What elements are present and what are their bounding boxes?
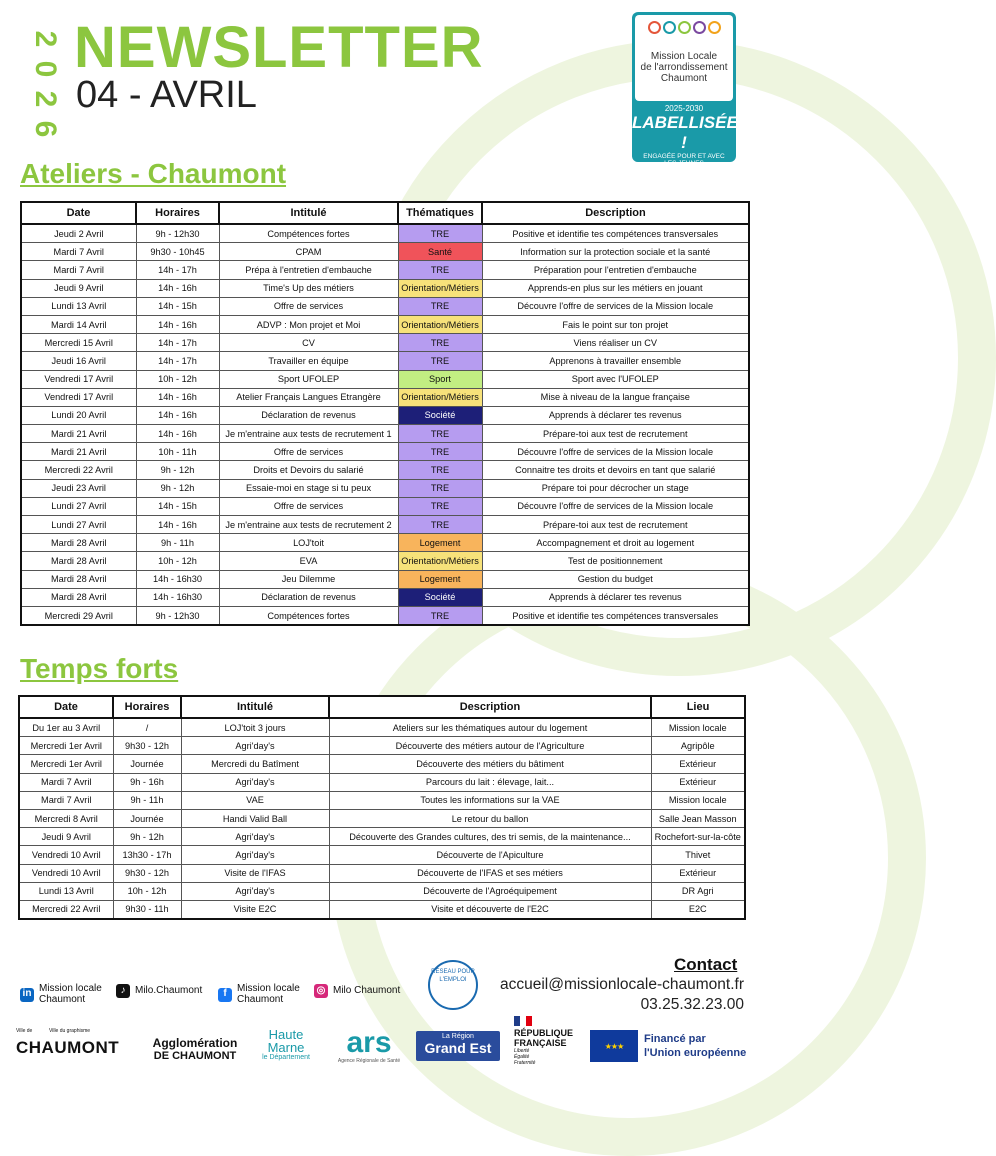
table-cell: Time's Up des métiers [219,279,398,297]
table-cell: Je m'entraine aux tests de recrutement 2 [219,516,398,534]
table-row [21,334,749,352]
table-cell: 9h - 16h [113,773,181,791]
table-cell: Prépa à l'entretien d'embauche [219,261,398,279]
theme-cell: Orientation/Métiers [398,279,482,297]
year-digit: 6 [29,120,62,138]
table-cell: Mise à niveau de la langue française [482,388,749,406]
table-cell: Mercredi 22 Avril [21,461,136,479]
table-cell: Thivet [651,846,745,864]
table-cell: 14h - 15h [136,297,219,315]
theme-cell: Orientation/Métiers [398,552,482,570]
table-cell: Compétences fortes [219,224,398,243]
table-cell: LOJ'toit 3 jours [181,718,329,737]
social-label: Mission locale Chaumont [39,983,102,1005]
table-cell: Mardi 14 Avril [21,315,136,333]
table-cell: Lundi 13 Avril [21,297,136,315]
table-cell: LOJ'toit [219,534,398,552]
table-cell: Mardi 7 Avril [21,243,136,261]
theme-cell: Orientation/Métiers [398,388,482,406]
region-grand-est-logo: La Région Grand Est [416,1031,500,1061]
table-row [21,534,749,552]
theme-cell: Logement [398,570,482,588]
table-cell: 9h30 - 12h [113,737,181,755]
table-cell: Jeudi 23 Avril [21,479,136,497]
haute-marne-logo: Haute Marne le Département [262,1027,310,1061]
table-row [21,243,749,261]
theme-cell: TRE [398,479,482,497]
table-cell: Sport UFOLEP [219,370,398,388]
table-row [21,406,749,424]
theme-cell: Société [398,406,482,424]
table-cell: 9h30 - 11h [113,900,181,919]
table-cell: Mardi 28 Avril [21,588,136,606]
column-header: Date [19,696,113,718]
table-row [21,516,749,534]
table-cell: Fais le point sur ton projet [482,315,749,333]
table-cell: VAE [181,791,329,809]
table-cell: Agri'day's [181,828,329,846]
table-cell: Agripôle [651,737,745,755]
table-row [19,755,745,773]
table-cell: 9h30 - 10h45 [136,243,219,261]
table-cell: 9h - 12h [136,479,219,497]
table-cell: 9h - 11h [113,791,181,809]
instagram-icon: ◎ [314,984,328,998]
year-vertical [28,24,62,144]
table-cell: 14h - 16h [136,516,219,534]
column-header: Description [482,202,749,224]
table-cell: Offre de services [219,297,398,315]
table-cell: Visite E2C [181,900,329,919]
table-cell: Jeudi 9 Avril [19,828,113,846]
table-cell: CPAM [219,243,398,261]
theme-cell: TRE [398,606,482,625]
table-cell: Lundi 27 Avril [21,516,136,534]
table-cell: 14h - 16h [136,315,219,333]
table-row [19,809,745,827]
table-row [19,773,745,791]
table-cell: 14h - 16h [136,279,219,297]
table-cell: Lundi 20 Avril [21,406,136,424]
table-cell: Sport avec l'UFOLEP [482,370,749,388]
table-cell: 9h - 11h [136,534,219,552]
social-link[interactable] [20,984,102,1005]
table-cell: Ateliers sur les thématiques autour du logement [329,718,651,737]
table-cell: Positive et identifie tes compétences transversales [482,606,749,625]
table-row [21,552,749,570]
column-header: Description [329,696,651,718]
facebook-icon: f [218,988,232,1002]
column-header: Lieu [651,696,745,718]
table-cell: Viens réaliser un CV [482,334,749,352]
table-row [21,279,749,297]
table-cell: Offre de services [219,443,398,461]
table-cell: Droits et Devoirs du salarié [219,461,398,479]
newsletter-issue: 04 - AVRIL [76,74,257,116]
table-cell: Connaitre tes droits et devoirs en tant que salarié [482,461,749,479]
table-cell: 10h - 12h [113,882,181,900]
table-cell: Découverte de l'IFAS et ses métiers [329,864,651,882]
table-cell: 13h30 - 17h [113,846,181,864]
table-cell: Journée [113,809,181,827]
table-cell: Mardi 28 Avril [21,570,136,588]
table-row [19,828,745,846]
theme-cell: Orientation/Métiers [398,315,482,333]
table-row [19,846,745,864]
theme-cell: Société [398,588,482,606]
table-cell: Agri'day's [181,737,329,755]
table-cell: 10h - 12h [136,370,219,388]
table-row [19,791,745,809]
contact-email[interactable]: accueil@missionlocale-chaumont.fr [499,976,744,993]
column-header: Horaires [113,696,181,718]
table-cell: 9h - 12h [136,461,219,479]
table-cell: Apprends à déclarer tes revenus [482,406,749,424]
column-header: Horaires [136,202,219,224]
people-icon [635,15,733,51]
eu-funding-logo: ★★★ Financé par l'Union européenne [590,1030,750,1062]
year-digit: 2 [29,30,62,48]
table-cell: Découverte de l'Apiculture [329,846,651,864]
linkedin-icon: in [20,988,34,1002]
year-digit: 0 [29,60,62,78]
contact-heading: Contact [674,955,738,974]
contact-phone[interactable]: 03.25.32.23.00 [640,996,744,1013]
table-cell: Mardi 7 Avril [19,773,113,791]
table-cell: Visite et découverte de l'E2C [329,900,651,919]
table-row [21,443,749,461]
newsletter-title: NEWSLETTER [74,15,484,80]
column-header: Intitulé [219,202,398,224]
table-cell: DR Agri [651,882,745,900]
table-cell: Mardi 21 Avril [21,443,136,461]
table-cell: Agri'day's [181,846,329,864]
table-row [21,224,749,243]
table-row [19,864,745,882]
table-cell: Information sur la protection sociale et la santé [482,243,749,261]
table-cell: Rochefort-sur-la-côte [651,828,745,846]
table-cell: Offre de services [219,497,398,515]
temps-forts-table [18,695,746,920]
table-row [21,461,749,479]
table-cell: Le retour du ballon [329,809,651,827]
table-cell: Test de positionnement [482,552,749,570]
column-header: Date [21,202,136,224]
table-cell: Mission locale [651,718,745,737]
table-cell: 14h - 17h [136,261,219,279]
theme-cell: TRE [398,297,482,315]
eu-flag-icon: ★★★ [590,1030,638,1062]
table-cell: Prépare-toi aux test de recrutement [482,516,749,534]
table-cell: Mardi 21 Avril [21,425,136,443]
table-cell: Extérieur [651,755,745,773]
table-cell: 14h - 17h [136,352,219,370]
table-cell: Jeudi 9 Avril [21,279,136,297]
table-cell: 9h - 12h [113,828,181,846]
table-cell: Agri'day's [181,882,329,900]
temps-forts-heading: Temps forts [20,653,179,684]
table-cell: Mardi 7 Avril [21,261,136,279]
table-cell: 9h - 12h30 [136,224,219,243]
table-cell: 10h - 11h [136,443,219,461]
theme-cell: TRE [398,261,482,279]
theme-cell: Santé [398,243,482,261]
table-row [21,570,749,588]
table-cell: 14h - 16h [136,388,219,406]
ville-chaumont-logo: Ville de Ville du graphisme CHAUMONT [16,1028,120,1057]
table-cell: Mercredi 1er Avril [19,755,113,773]
table-cell: Jeudi 2 Avril [21,224,136,243]
theme-cell: TRE [398,334,482,352]
table-row [19,737,745,755]
table-cell: Mercredi du Batîment [181,755,329,773]
table-cell: Travailler en équipe [219,352,398,370]
table-row [21,588,749,606]
ateliers-table [20,201,750,626]
table-cell: Mercredi 1er Avril [19,737,113,755]
social-link[interactable] [218,984,300,1005]
table-cell: Extérieur [651,864,745,882]
logo-name: Mission Locale de l'arrondissement Chaumont [640,51,728,84]
table-cell: Prépare toi pour décrocher un stage [482,479,749,497]
theme-cell: TRE [398,443,482,461]
table-cell: Je m'entraine aux tests de recrutement 1 [219,425,398,443]
logo-label: LABELLISÉE ! [632,113,738,152]
table-cell: Mercredi 15 Avril [21,334,136,352]
table-cell: 14h - 15h [136,497,219,515]
table-cell: E2C [651,900,745,919]
theme-cell: Logement [398,534,482,552]
social-link[interactable] [116,984,202,998]
column-header: Intitulé [181,696,329,718]
table-cell: Apprends à déclarer tes revenus [482,588,749,606]
table-cell: 14h - 16h [136,425,219,443]
table-cell: Du 1er au 3 Avril [19,718,113,737]
column-header: Thématiques [398,202,482,224]
theme-cell: TRE [398,461,482,479]
table-cell: 14h - 17h [136,334,219,352]
table-cell: Atelier Français Langues Etrangère [219,388,398,406]
table-cell: Vendredi 17 Avril [21,370,136,388]
reseau-emploi-badge: RÉSEAU POUR L'EMPLOI [428,960,478,1010]
table-cell: Découverte des Grandes cultures, des tri semis, de la maintenance... [329,828,651,846]
table-cell: Mardi 28 Avril [21,534,136,552]
table-cell: 9h - 12h30 [136,606,219,625]
table-cell: Vendredi 10 Avril [19,846,113,864]
year-digit: 2 [29,90,62,108]
table-row [21,297,749,315]
table-cell: Extérieur [651,773,745,791]
table-row [21,388,749,406]
table-cell: Mission locale [651,791,745,809]
table-cell: Salle Jean Masson [651,809,745,827]
table-cell: Vendredi 17 Avril [21,388,136,406]
table-row [21,425,749,443]
table-cell: EVA [219,552,398,570]
table-cell: Apprends-en plus sur les métiers en jouant [482,279,749,297]
theme-cell: TRE [398,352,482,370]
table-cell: Vendredi 10 Avril [19,864,113,882]
table-cell: Mercredi 8 Avril [19,809,113,827]
table-cell: Toutes les informations sur la VAE [329,791,651,809]
table-cell: CV [219,334,398,352]
table-cell: Découvre l'offre de services de la Mission locale [482,497,749,515]
table-cell: Compétences fortes [219,606,398,625]
tiktok-icon: ♪ [116,984,130,998]
theme-cell: TRE [398,497,482,515]
theme-cell: TRE [398,516,482,534]
table-cell: Découverte de l'Agroéquipement [329,882,651,900]
table-cell: Accompagnement et droit au logement [482,534,749,552]
table-row [19,882,745,900]
table-cell: 9h30 - 12h [113,864,181,882]
social-label: Mission locale Chaumont [237,983,300,1005]
table-cell: Déclaration de revenus [219,588,398,606]
table-cell: Visite de l'IFAS [181,864,329,882]
table-cell: Découverte des métiers autour de l'Agriculture [329,737,651,755]
table-cell: Déclaration de revenus [219,406,398,424]
table-cell: Jeudi 16 Avril [21,352,136,370]
table-cell: Lundi 13 Avril [19,882,113,900]
table-cell: Parcours du lait : élevage, lait... [329,773,651,791]
table-row [21,370,749,388]
table-cell: ADVP : Mon projet et Moi [219,315,398,333]
republique-francaise-logo: RÉPUBLIQUE FRANÇAISE Liberté Égalité Fraternité [514,1016,584,1066]
table-row [21,315,749,333]
table-cell: Jeu Dilemme [219,570,398,588]
table-cell: Découvre l'offre de services de la Mission locale [482,443,749,461]
table-row [19,900,745,919]
logo-tagline: ENGAGÉE POUR ET AVEC LES JEUNES [643,153,725,167]
table-cell: Positive et identifie tes compétences transversales [482,224,749,243]
table-cell: Lundi 27 Avril [21,497,136,515]
theme-cell: Sport [398,370,482,388]
mission-locale-logo [632,12,738,167]
table-cell: Mercredi 29 Avril [21,606,136,625]
table-cell: Mercredi 22 Avril [19,900,113,919]
table-row [21,479,749,497]
ars-logo: ars Agence Régionale de Santé [337,1026,401,1064]
table-row [21,497,749,515]
table-cell: Essaie-moi en stage si tu peux [219,479,398,497]
table-row [21,261,749,279]
table-row [21,606,749,625]
social-link[interactable] [314,984,400,998]
ateliers-heading: Ateliers - Chaumont [20,158,287,189]
table-cell: Gestion du budget [482,570,749,588]
table-cell: Journée [113,755,181,773]
table-cell: Mardi 7 Avril [19,791,113,809]
social-label: Milo.Chaumont [135,984,203,996]
table-cell: Agri'day's [181,773,329,791]
theme-cell: TRE [398,224,482,243]
table-cell: Découvre l'offre de services de la Mission locale [482,297,749,315]
table-cell: 14h - 16h [136,406,219,424]
table-row [19,718,745,737]
table-cell: Mardi 28 Avril [21,552,136,570]
table-cell: 14h - 16h30 [136,570,219,588]
table-cell: Handi Valid Ball [181,809,329,827]
agglo-chaumont-logo: Agglomération DE CHAUMONT [152,1036,238,1062]
table-row [21,352,749,370]
table-cell: Apprenons à travailler ensemble [482,352,749,370]
theme-cell: TRE [398,425,482,443]
table-cell: / [113,718,181,737]
table-cell: 10h - 12h [136,552,219,570]
table-cell: 14h - 16h30 [136,588,219,606]
social-label: Milo Chaumont [333,984,401,996]
table-cell: Préparation pour l'entretien d'embauche [482,261,749,279]
logo-years: 2025-2030 [664,104,704,113]
table-cell: Découverte des métiers du bâtiment [329,755,651,773]
table-cell: Prépare-toi aux test de recrutement [482,425,749,443]
